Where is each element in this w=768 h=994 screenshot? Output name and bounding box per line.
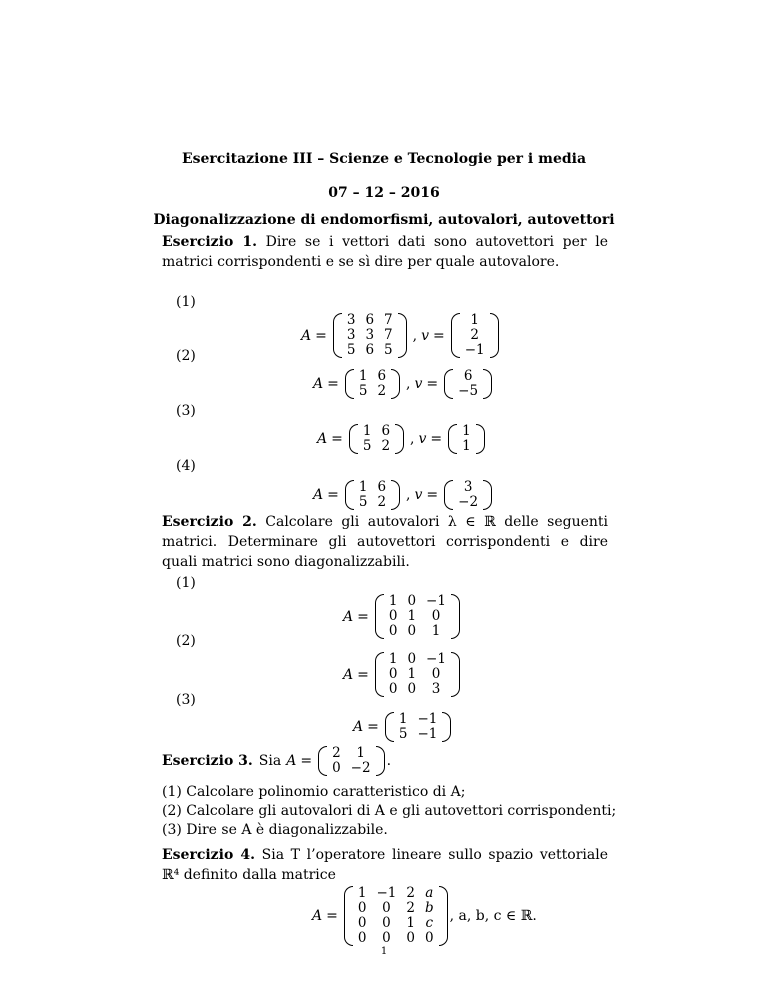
matrix-entry: 0 [357, 900, 367, 916]
matrix-table [384, 652, 451, 697]
matrix-row [354, 384, 391, 399]
matrix-row [327, 746, 376, 761]
left-paren [344, 886, 353, 946]
matrix-table [354, 369, 391, 399]
ex2-item-2-matrix [375, 652, 460, 697]
matrix-entry: 0 [388, 608, 398, 624]
matrix-row [384, 594, 451, 609]
matrix-table [353, 886, 439, 946]
matrix-entry: 3 [365, 327, 375, 343]
right-paren [395, 424, 404, 454]
matrix-entry: 1 [398, 711, 408, 727]
matrix-table [394, 712, 443, 742]
matrix-entry: 1 [388, 593, 398, 609]
matrix-entry: 3 [346, 312, 356, 328]
matrix-row [394, 712, 443, 727]
matrix-entry: −5 [458, 383, 479, 399]
matrix-entry: 0 [388, 623, 398, 639]
matrix-entry: 0 [388, 681, 398, 697]
ex1-item-3-equation: A = 1 6 5 2 , v = 1 1 [317, 424, 487, 454]
matrix-entry: 0 [332, 760, 341, 776]
left-paren [375, 594, 384, 639]
right-paren [451, 594, 460, 639]
matrix-table [453, 480, 483, 510]
exercise-2-label: Esercizio 2. [162, 514, 257, 530]
matrix-entry: −2 [458, 494, 479, 510]
matrix-row [394, 727, 443, 742]
matrix-entry: 5 [358, 383, 368, 399]
matrix-row [384, 609, 451, 624]
matrix-entry: −1 [417, 711, 438, 727]
ex1-item-2-equation: A = 1 6 5 2 , v = 6 −5 [313, 369, 494, 399]
matrix-entry: 0 [382, 930, 391, 946]
matrix-row [457, 439, 476, 454]
right-paren [442, 712, 451, 742]
matrix-entry: −1 [426, 593, 446, 609]
matrix-table [327, 746, 376, 776]
matrix-entry: 3 [463, 479, 473, 495]
ex2-item-1-number: (1) [176, 575, 196, 591]
matrix-entry: 2 [406, 900, 415, 916]
matrix-entry: 1 [470, 312, 479, 328]
ex2-item-1-matrix [375, 594, 460, 639]
page-number: 1 [380, 946, 388, 957]
ex1-item-2-number: (2) [176, 348, 196, 364]
matrix-entry: 0 [424, 930, 434, 946]
ex1-item-1-vector [451, 313, 499, 358]
matrix-row [342, 343, 398, 358]
matrix-row [460, 328, 490, 343]
matrix-entry: b [424, 900, 434, 916]
matrix-entry: 5 [362, 438, 372, 454]
matrix-entry: −1 [426, 651, 446, 667]
matrix-row [384, 652, 451, 667]
ex1-item-4-vector [444, 480, 492, 510]
ex1-item-1-number: (1) [176, 294, 196, 310]
right-paren [451, 652, 460, 697]
left-paren [444, 369, 453, 399]
ex1-item-4-number: (4) [176, 458, 196, 474]
matrix-row [358, 424, 395, 439]
ex2-item-2-number: (2) [176, 633, 196, 649]
ex1-item-3-vector [448, 424, 485, 454]
right-paren [391, 369, 400, 399]
matrix-row [353, 916, 439, 931]
exercise-1-statement [162, 232, 608, 272]
matrix-entry: 2 [470, 327, 479, 343]
matrix-entry: −2 [350, 760, 371, 776]
ex1-item-3-number: (3) [176, 403, 196, 419]
matrix-table [384, 594, 451, 639]
left-paren [375, 652, 384, 697]
right-paren [483, 369, 492, 399]
matrix-entry: 5 [384, 342, 393, 358]
matrix-table [453, 369, 483, 399]
matrix-entry: 6 [381, 423, 391, 439]
ex1-item-2-matrix [345, 369, 400, 399]
exercise-3-matrix [318, 746, 385, 776]
exercise-3-task-1: (1) Calcolare polinomio caratteristico di A; [162, 784, 466, 800]
left-paren [333, 313, 342, 358]
matrix-entry: 0 [407, 623, 417, 639]
matrix-entry: 0 [406, 930, 415, 946]
ex2-item-3-equation: A = 1 −1 5 −1 [353, 712, 453, 742]
matrix-entry: 2 [332, 745, 341, 761]
matrix-table [460, 313, 490, 358]
matrix-row [457, 424, 476, 439]
exercise-1-text: Dire se i vettori dati sono autovettori per le matrici corrispondenti e se sì dire per quale autovalore. [162, 234, 608, 270]
matrix-row [342, 313, 398, 328]
matrix-entry: 6 [365, 342, 375, 358]
matrix-row [354, 495, 391, 510]
matrix-entry: 5 [358, 494, 368, 510]
matrix-row [327, 761, 376, 776]
matrix-entry: 1 [407, 666, 417, 682]
right-paren [476, 424, 485, 454]
matrix-entry: −1 [464, 342, 485, 358]
matrix-entry: −1 [376, 885, 397, 901]
matrix-entry: c [425, 915, 434, 931]
matrix-entry: a [425, 885, 434, 901]
matrix-entry: 6 [377, 368, 387, 384]
matrix-row [353, 886, 439, 901]
matrix-row [453, 384, 483, 399]
ex1-item-2-vector [444, 369, 492, 399]
matrix-entry: 0 [388, 666, 398, 682]
matrix-entry: 3 [431, 681, 441, 697]
exercise-3-statement: Esercizio 3. Sia A = 2 1 0 −2 . [162, 745, 392, 776]
exercise-3-task-2: (2) Calcolare gli autovalori di A e gli autovettori corrispondenti; [162, 803, 617, 819]
left-paren [345, 480, 354, 510]
ex2-item-1-equation: A = 1 0 −1 0 1 0 0 0 1 [343, 594, 462, 639]
matrix-row [342, 328, 398, 343]
matrix-entry: 1 [462, 423, 471, 439]
matrix-entry: 3 [346, 327, 356, 343]
matrix-entry: 6 [365, 312, 375, 328]
matrix-row [354, 480, 391, 495]
exercise-3-task-3: (3) Dire se A è diagonalizzabile. [162, 822, 388, 838]
matrix-entry: 2 [381, 438, 391, 454]
exercise-4-equation: A = 1 −1 2 a 0 0 2 b 0 0 1 c 0 0 0 0 , a, b, c ∈ ℝ. [312, 885, 537, 946]
matrix-entry: 6 [463, 368, 473, 384]
matrix-row [460, 343, 490, 358]
matrix-entry: 2 [377, 494, 387, 510]
left-paren [318, 746, 327, 776]
matrix-table [457, 424, 476, 454]
matrix-entry: 0 [431, 666, 441, 682]
left-paren [349, 424, 358, 454]
matrix-entry: 0 [357, 915, 367, 931]
matrix-row [384, 667, 451, 682]
right-paren [376, 746, 385, 776]
exercise-4-matrix [344, 886, 448, 946]
matrix-entry: 5 [346, 342, 356, 358]
matrix-table [358, 424, 395, 454]
ex1-item-1-equation: A = 3 6 7 3 3 7 5 6 5 , v = 1 2 −1 [301, 313, 501, 358]
ex2-item-3-number: (3) [176, 692, 196, 708]
matrix-entry: 0 [407, 593, 417, 609]
matrix-entry: 1 [356, 745, 365, 761]
matrix-row [384, 624, 451, 639]
matrix-entry: 1 [358, 479, 368, 495]
ex1-item-4-matrix [345, 480, 400, 510]
matrix-entry: 2 [377, 383, 387, 399]
right-paren [398, 313, 407, 358]
matrix-row [453, 369, 483, 384]
exercise-4-text: Sia T l’operatore lineare sullo spazio vettoriale ℝ⁴ definito dalla matrice [162, 847, 608, 883]
document-topic: Diagonalizzazione di endomorfismi, autovalori, autovettori [153, 212, 615, 228]
exercise-2-text: Calcolare gli autovalori λ ∈ ℝ delle seguenti matrici. Determinare gli autovettori corrispondenti e dire quali matrici sono diagonalizzabili. [162, 514, 609, 570]
matrix-entry: 0 [357, 930, 367, 946]
matrix-row [353, 931, 439, 946]
matrix-entry: 1 [358, 368, 368, 384]
left-paren [451, 313, 460, 358]
right-paren [483, 480, 492, 510]
matrix-row [353, 901, 439, 916]
matrix-entry: 0 [382, 900, 391, 916]
exercise-4-statement [162, 845, 608, 885]
matrix-entry: 1 [362, 423, 372, 439]
matrix-row [453, 495, 483, 510]
matrix-table [342, 313, 398, 358]
matrix-entry: 1 [406, 915, 415, 931]
matrix-row [358, 439, 395, 454]
left-paren [448, 424, 457, 454]
right-paren [391, 480, 400, 510]
matrix-entry: 1 [388, 651, 398, 667]
right-paren [490, 313, 499, 358]
ex1-item-1-matrix [333, 313, 407, 358]
exercise-3-label: Esercizio 3. [162, 753, 253, 769]
matrix-row [384, 682, 451, 697]
left-paren [345, 369, 354, 399]
matrix-entry: 1 [431, 623, 441, 639]
left-paren [444, 480, 453, 510]
exercise-2-statement [162, 512, 608, 572]
matrix-entry: 5 [398, 726, 408, 742]
ex2-item-3-matrix [385, 712, 452, 742]
ex1-item-4-equation: A = 1 6 5 2 , v = 3 −2 [313, 480, 494, 510]
matrix-row [453, 480, 483, 495]
matrix-row [460, 313, 490, 328]
ex2-item-2-equation: A = 1 0 −1 0 1 0 0 0 3 [343, 652, 462, 697]
matrix-entry: 1 [407, 608, 417, 624]
left-paren [385, 712, 394, 742]
matrix-entry: 0 [382, 915, 391, 931]
matrix-entry: 1 [462, 438, 471, 454]
ex1-item-3-matrix [349, 424, 404, 454]
matrix-entry: 1 [357, 885, 367, 901]
right-paren [439, 886, 448, 946]
matrix-entry: 2 [406, 885, 415, 901]
document-title: Esercitazione III – Scienze e Tecnologie per i media [181, 151, 587, 167]
matrix-entry: 0 [431, 608, 441, 624]
matrix-entry: 0 [407, 681, 417, 697]
matrix-entry: 0 [407, 651, 417, 667]
matrix-entry: −1 [417, 726, 438, 742]
exercise-4-label: Esercizio 4. [162, 847, 255, 863]
matrix-entry: 7 [384, 327, 393, 343]
matrix-table [354, 480, 391, 510]
matrix-entry: 6 [377, 479, 387, 495]
document-date: 07 – 12 – 2016 [328, 185, 440, 201]
exercise-1-label: Esercizio 1. [162, 234, 257, 250]
matrix-row [354, 369, 391, 384]
matrix-entry: 7 [384, 312, 393, 328]
